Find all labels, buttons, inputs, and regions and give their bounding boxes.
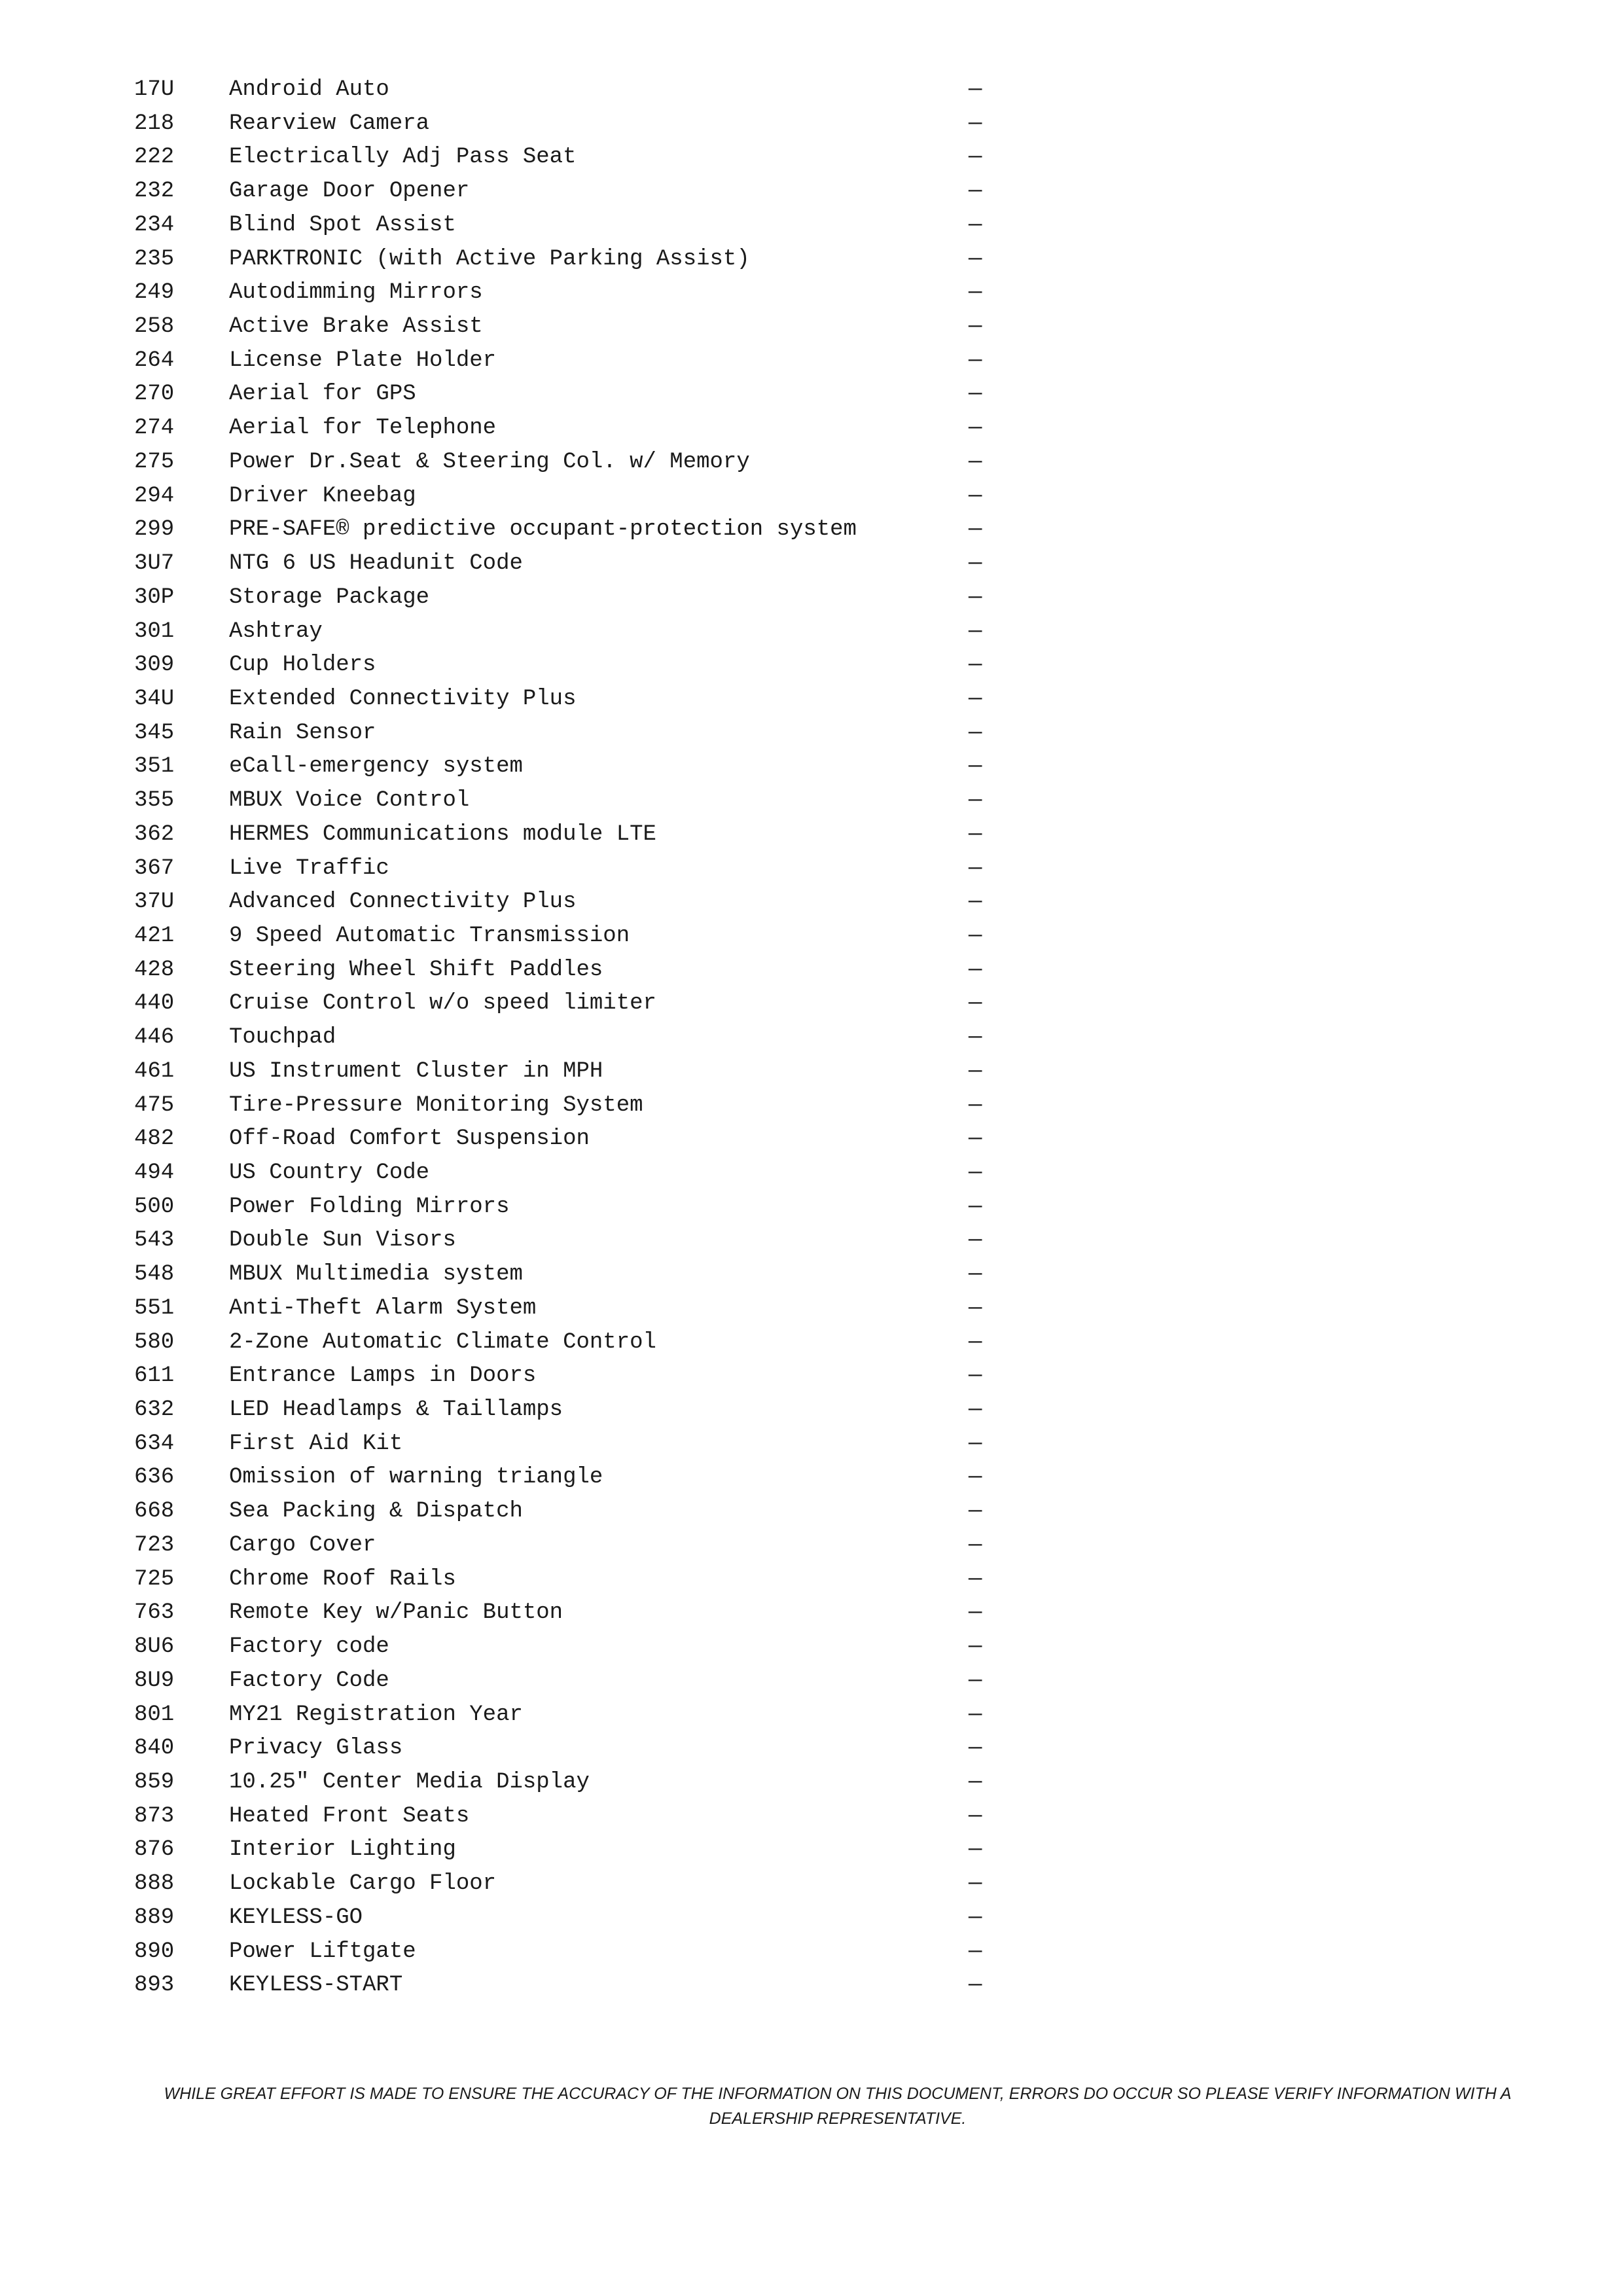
- option-description: First Aid Kit: [229, 1431, 403, 1456]
- option-code: 580: [134, 1329, 175, 1355]
- option-price: —: [969, 1702, 982, 1727]
- option-price: —: [969, 1092, 982, 1118]
- option-description: Rain Sensor: [229, 720, 376, 745]
- option-row: [134, 1292, 1018, 1326]
- option-row: [134, 1664, 1018, 1698]
- option-description: US Instrument Cluster in MPH: [229, 1058, 603, 1084]
- option-description: Omission of warning triangle: [229, 1465, 603, 1490]
- option-row: [134, 1157, 1018, 1191]
- option-description: MBUX Voice Control: [229, 788, 470, 814]
- option-description: Entrance Lamps in Doors: [229, 1363, 537, 1389]
- option-row: [134, 209, 1018, 243]
- option-description: PRE-SAFE® predictive occupant-protection system: [229, 517, 857, 543]
- option-price: —: [969, 1736, 982, 1761]
- option-code: 355: [134, 788, 175, 814]
- option-price: —: [969, 1160, 982, 1185]
- option-row: [134, 1698, 1018, 1732]
- option-code: 258: [134, 314, 175, 340]
- option-code: 636: [134, 1465, 175, 1490]
- option-code: 893: [134, 1973, 175, 1998]
- option-description: HERMES Communications module LTE: [229, 821, 656, 847]
- option-description: Cup Holders: [229, 653, 376, 678]
- option-row: [134, 378, 1018, 412]
- option-row: [134, 1563, 1018, 1597]
- option-code: 668: [134, 1499, 175, 1524]
- option-row: [134, 1021, 1018, 1055]
- option-description: Interior Lighting: [229, 1837, 456, 1863]
- option-price: —: [969, 1329, 982, 1355]
- option-row: [134, 175, 1018, 209]
- option-code: 234: [134, 212, 175, 238]
- option-description: Garage Door Opener: [229, 179, 470, 204]
- option-price: —: [969, 348, 982, 373]
- option-code: 362: [134, 821, 175, 847]
- option-description: Factory Code: [229, 1668, 389, 1693]
- option-description: Privacy Glass: [229, 1736, 403, 1761]
- option-price: —: [969, 686, 982, 711]
- option-price: —: [969, 889, 982, 915]
- option-price: —: [969, 111, 982, 136]
- option-description: Heated Front Seats: [229, 1803, 470, 1829]
- option-row: [134, 649, 1018, 683]
- option-description: Blind Spot Assist: [229, 212, 456, 238]
- option-row: [134, 1427, 1018, 1462]
- option-row: [134, 446, 1018, 480]
- option-description: Storage Package: [229, 584, 430, 610]
- option-description: Touchpad: [229, 1025, 336, 1050]
- option-code: 475: [134, 1092, 175, 1118]
- option-description: Electrically Adj Pass Seat: [229, 145, 577, 170]
- option-code: 723: [134, 1532, 175, 1558]
- option-price: —: [969, 77, 982, 102]
- option-price: —: [969, 1194, 982, 1219]
- option-description: Power Folding Mirrors: [229, 1194, 510, 1219]
- option-description: NTG 6 US Headunit Code: [229, 551, 523, 577]
- option-row: [134, 1901, 1018, 1935]
- option-row: [134, 750, 1018, 784]
- option-code: 270: [134, 382, 175, 407]
- option-row: [134, 1833, 1018, 1867]
- option-code: 461: [134, 1058, 175, 1084]
- option-price: —: [969, 1262, 982, 1287]
- option-code: 301: [134, 619, 175, 644]
- disclaimer-line-2: DEALERSHIP REPRESENTATIVE.: [709, 2109, 967, 2128]
- option-price: —: [969, 653, 982, 678]
- option-price: —: [969, 246, 982, 272]
- option-code: 494: [134, 1160, 175, 1185]
- option-code: 440: [134, 991, 175, 1016]
- option-code: 17U: [134, 77, 175, 102]
- option-price: —: [969, 1905, 982, 1930]
- option-description: Lockable Cargo Floor: [229, 1871, 497, 1897]
- option-row: [134, 1969, 1018, 2003]
- option-description: Factory code: [229, 1634, 389, 1660]
- option-row: [134, 1326, 1018, 1360]
- option-code: 543: [134, 1228, 175, 1253]
- option-code: 551: [134, 1295, 175, 1321]
- option-price: —: [969, 280, 982, 306]
- option-code: 222: [134, 145, 175, 170]
- option-price: —: [969, 314, 982, 340]
- option-description: MBUX Multimedia system: [229, 1262, 523, 1287]
- option-price: —: [969, 1803, 982, 1829]
- option-row: [134, 1596, 1018, 1630]
- option-row: [134, 344, 1018, 378]
- option-description: Chrome Roof Rails: [229, 1566, 456, 1592]
- option-description: Steering Wheel Shift Paddles: [229, 957, 603, 982]
- option-description: Driver Kneebag: [229, 483, 416, 509]
- option-description: 2-Zone Automatic Climate Control: [229, 1329, 656, 1355]
- option-code: 482: [134, 1126, 175, 1152]
- option-price: —: [969, 957, 982, 982]
- option-price: —: [969, 1769, 982, 1795]
- option-code: 309: [134, 653, 175, 678]
- option-description: MY21 Registration Year: [229, 1702, 523, 1727]
- option-description: License Plate Holder: [229, 348, 497, 373]
- option-price: —: [969, 1058, 982, 1084]
- option-price: —: [969, 619, 982, 644]
- option-price: —: [969, 1668, 982, 1693]
- option-price: —: [969, 1397, 982, 1423]
- option-price: —: [969, 1939, 982, 1964]
- option-row: [134, 717, 1018, 751]
- option-description: Autodimming Mirrors: [229, 280, 483, 306]
- option-price: —: [969, 1973, 982, 1998]
- option-row: [134, 920, 1018, 954]
- option-row: [134, 1258, 1018, 1292]
- option-code: 634: [134, 1431, 175, 1456]
- option-code: 264: [134, 348, 175, 373]
- option-description: Double Sun Visors: [229, 1228, 456, 1253]
- option-price: —: [969, 382, 982, 407]
- option-description: 10.25" Center Media Display: [229, 1769, 590, 1795]
- option-description: Tire-Pressure Monitoring System: [229, 1092, 643, 1118]
- option-row: [134, 1935, 1018, 1969]
- option-price: —: [969, 551, 982, 577]
- option-code: 840: [134, 1736, 175, 1761]
- option-price: —: [969, 1126, 982, 1152]
- option-price: —: [969, 1431, 982, 1456]
- option-row: [134, 1495, 1018, 1529]
- option-price: —: [969, 1025, 982, 1050]
- option-price: —: [969, 517, 982, 543]
- option-code: 500: [134, 1194, 175, 1219]
- option-description: Aerial for Telephone: [229, 416, 497, 441]
- option-row: [134, 107, 1018, 141]
- option-row: [134, 141, 1018, 175]
- option-price: —: [969, 1871, 982, 1897]
- option-row: [134, 1393, 1018, 1427]
- option-price: —: [969, 923, 982, 948]
- option-code: 548: [134, 1262, 175, 1287]
- option-description: 9 Speed Automatic Transmission: [229, 923, 630, 948]
- option-description: Extended Connectivity Plus: [229, 686, 577, 711]
- option-price: —: [969, 1465, 982, 1490]
- option-price: —: [969, 483, 982, 509]
- option-price: —: [969, 416, 982, 441]
- option-code: 763: [134, 1600, 175, 1626]
- option-description: Live Traffic: [229, 855, 389, 881]
- option-description: Remote Key w/Panic Button: [229, 1600, 563, 1626]
- option-code: 725: [134, 1566, 175, 1592]
- option-list: [134, 73, 1018, 2003]
- option-row: [134, 276, 1018, 310]
- option-code: 30P: [134, 584, 175, 610]
- option-description: Off-Road Comfort Suspension: [229, 1126, 590, 1152]
- option-code: 235: [134, 246, 175, 272]
- option-description: KEYLESS-START: [229, 1973, 403, 1998]
- option-price: —: [969, 1363, 982, 1389]
- option-row: [134, 1055, 1018, 1089]
- option-price: —: [969, 991, 982, 1016]
- option-row: [134, 987, 1018, 1021]
- option-row: [134, 784, 1018, 818]
- option-row: [134, 886, 1018, 920]
- option-row: [134, 1766, 1018, 1800]
- option-code: 367: [134, 855, 175, 881]
- option-code: 890: [134, 1939, 175, 1964]
- disclaimer: [131, 2081, 1544, 2131]
- option-price: —: [969, 1634, 982, 1660]
- option-code: 37U: [134, 889, 175, 915]
- option-description: KEYLESS-GO: [229, 1905, 363, 1930]
- option-row: [134, 1630, 1018, 1664]
- option-code: 34U: [134, 686, 175, 711]
- option-row: [134, 1359, 1018, 1393]
- option-code: 888: [134, 1871, 175, 1897]
- option-description: Active Brake Assist: [229, 314, 483, 340]
- option-description: LED Headlamps & Taillamps: [229, 1397, 563, 1423]
- option-description: Power Dr.Seat & Steering Col. w/ Memory: [229, 449, 750, 475]
- option-price: —: [969, 179, 982, 204]
- option-code: 421: [134, 923, 175, 948]
- option-code: 632: [134, 1397, 175, 1423]
- option-price: —: [969, 1600, 982, 1626]
- option-price: —: [969, 1228, 982, 1253]
- option-price: —: [969, 1566, 982, 1592]
- option-description: PARKTRONIC (with Active Parking Assist): [229, 246, 750, 272]
- option-row: [134, 480, 1018, 514]
- option-row: [134, 852, 1018, 886]
- option-row: [134, 513, 1018, 547]
- option-code: 611: [134, 1363, 175, 1389]
- option-row: [134, 1089, 1018, 1123]
- option-code: 801: [134, 1702, 175, 1727]
- option-row: [134, 818, 1018, 852]
- option-row: [134, 581, 1018, 615]
- option-price: —: [969, 584, 982, 610]
- option-description: Ashtray: [229, 619, 323, 644]
- option-price: —: [969, 212, 982, 238]
- option-row: [134, 954, 1018, 988]
- option-code: 218: [134, 111, 175, 136]
- option-description: Power Liftgate: [229, 1939, 416, 1964]
- option-description: Anti-Theft Alarm System: [229, 1295, 537, 1321]
- option-description: Rearview Camera: [229, 111, 430, 136]
- option-row: [134, 1191, 1018, 1225]
- option-price: —: [969, 788, 982, 814]
- option-row: [134, 1461, 1018, 1495]
- option-code: 249: [134, 280, 175, 306]
- option-code: 275: [134, 449, 175, 475]
- option-price: —: [969, 145, 982, 170]
- option-row: [134, 547, 1018, 581]
- option-code: 446: [134, 1025, 175, 1050]
- option-description: Aerial for GPS: [229, 382, 416, 407]
- option-price: —: [969, 1295, 982, 1321]
- option-row: [134, 683, 1018, 717]
- option-code: 873: [134, 1803, 175, 1829]
- option-code: 299: [134, 517, 175, 543]
- option-code: 859: [134, 1769, 175, 1795]
- option-code: 889: [134, 1905, 175, 1930]
- option-code: 8U6: [134, 1634, 175, 1660]
- option-row: [134, 1732, 1018, 1766]
- option-code: 232: [134, 179, 175, 204]
- option-code: 428: [134, 957, 175, 982]
- option-code: 294: [134, 483, 175, 509]
- option-row: [134, 1867, 1018, 1901]
- option-code: 351: [134, 754, 175, 780]
- option-price: —: [969, 720, 982, 745]
- option-code: 345: [134, 720, 175, 745]
- option-price: —: [969, 821, 982, 847]
- option-code: 3U7: [134, 551, 175, 577]
- option-row: [134, 243, 1018, 277]
- disclaimer-line-1: WHILE GREAT EFFORT IS MADE TO ENSURE THE ACCURACY OF THE INFORMATION ON THIS DOCUMENT, ERRORS DO OCCUR SO PLEASE VERIFY INFORMATION WITH A: [164, 2085, 1512, 2103]
- option-row: [134, 615, 1018, 649]
- option-description: US Country Code: [229, 1160, 430, 1185]
- option-description: Android Auto: [229, 77, 389, 102]
- option-price: —: [969, 855, 982, 881]
- option-row: [134, 73, 1018, 107]
- option-code: 8U9: [134, 1668, 175, 1693]
- option-price: —: [969, 449, 982, 475]
- option-description: Cruise Control w/o speed limiter: [229, 991, 656, 1016]
- option-price: —: [969, 754, 982, 780]
- option-description: Advanced Connectivity Plus: [229, 889, 577, 915]
- option-description: Cargo Cover: [229, 1532, 376, 1558]
- option-row: [134, 1122, 1018, 1157]
- option-price: —: [969, 1499, 982, 1524]
- option-row: [134, 1800, 1018, 1834]
- option-row: [134, 1529, 1018, 1563]
- option-price: —: [969, 1532, 982, 1558]
- option-row: [134, 1224, 1018, 1258]
- option-description: eCall-emergency system: [229, 754, 523, 780]
- option-description: Sea Packing & Dispatch: [229, 1499, 523, 1524]
- option-code: 274: [134, 416, 175, 441]
- option-code: 876: [134, 1837, 175, 1863]
- option-row: [134, 310, 1018, 344]
- option-price: —: [969, 1837, 982, 1863]
- option-row: [134, 412, 1018, 446]
